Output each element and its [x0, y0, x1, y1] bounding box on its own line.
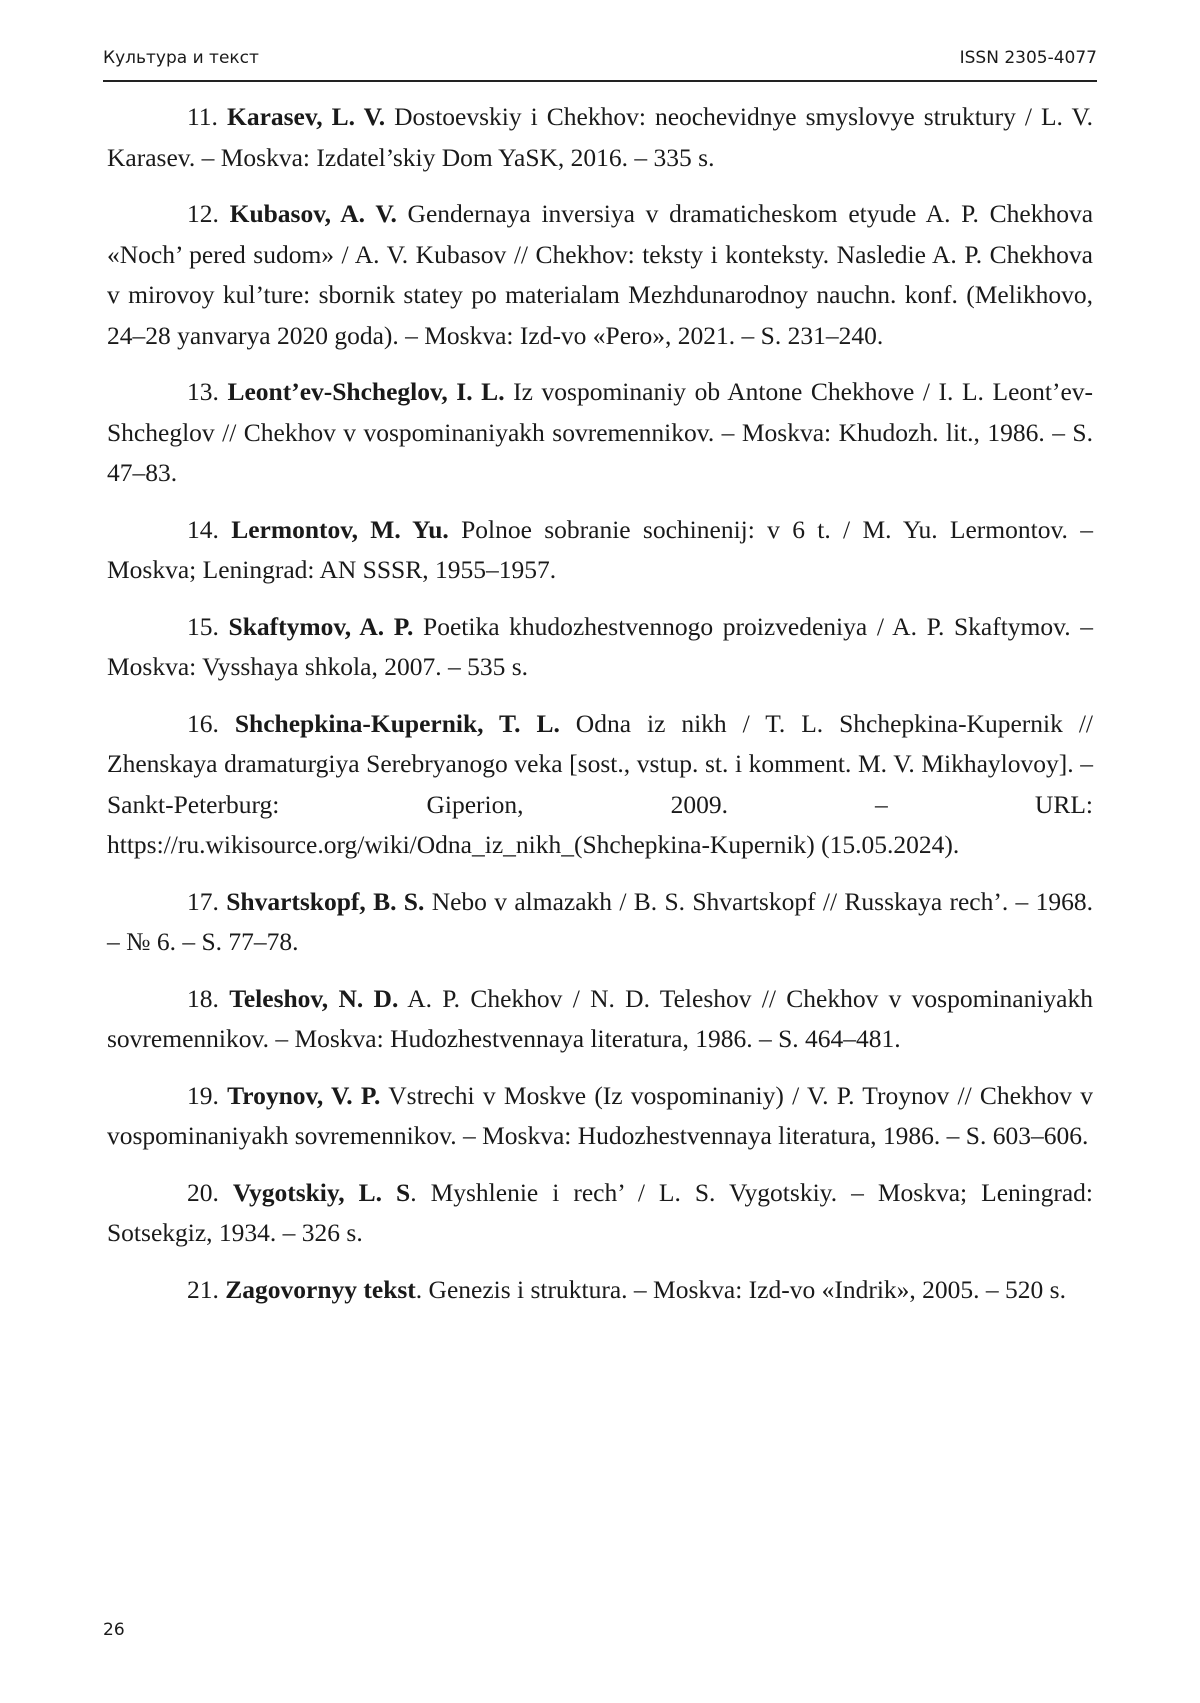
reference-text: A. P. Chekhov / N. D. Teleshov // Chekhov v vospominaniyakh sovremennikov. – Moskva: Hudozhestvennaya literatura, 1986. – S. 464–481. — [107, 983, 1094, 1053]
reference-number: 17. — [187, 886, 219, 916]
reference-item — [107, 607, 1093, 688]
reference-text: . Myshlenie i rech’ / L. S. Vygotskiy. – Moskva; Leningrad: Sotsekgiz, 1934. – 326 s. — [107, 1177, 1094, 1247]
reference-author: Shchepkina-Kupernik, T. L. — [234, 708, 560, 738]
reference-item — [107, 979, 1093, 1060]
reference-text: Gendernaya inversiya v dramaticheskom etyude A. P. Chekhova «Noch’ pered sudom» / A. V. Kubasov // Chekhov: teksty i konteksty. Nasledie A. P. Chekhova v mirovoy kul’ture: sbornik statey po materialam Mezhdunarodnoy nauchn. konf. (Melikhovo, 24–28 yanvarya 2020 goda). – Moskva: Izd-vo «Pero», 2021. – S. 231–240. — [107, 199, 1094, 350]
reference-number: 14. — [187, 514, 219, 544]
reference-item — [107, 1173, 1093, 1254]
reference-author: Troynov, V. P. — [227, 1080, 381, 1110]
reference-number: 20. — [187, 1177, 219, 1207]
reference-item — [107, 704, 1093, 866]
reference-item — [107, 510, 1093, 591]
running-header — [103, 44, 1097, 82]
reference-number: 19. — [187, 1080, 219, 1110]
reference-number: 11. — [187, 102, 218, 131]
reference-author: Skaftymov, A. P. — [228, 611, 414, 641]
reference-text: . Genezis i struktura. – Moskva: Izd-vo «Indrik», 2005. – 520 s. — [415, 1274, 1066, 1304]
reference-author: Leont’ev-Shcheglov, I. L. — [227, 377, 505, 406]
reference-number: 15. — [187, 611, 219, 641]
reference-text: Iz vospominaniy ob Antone Chekhove / I. L. Leont’ev-Shcheglov // Chekhov v vospominaniyakh sovremennikov. – Moskva: Khudozh. lit., 1986. – S. 47–83. — [107, 377, 1094, 487]
reference-item — [107, 194, 1093, 356]
reference-text: Polnoe sobranie sochinenij: v 6 t. / M. Yu. Lermontov. – Moskva; Leningrad: AN SSSR, 1955–1957. — [107, 514, 1094, 584]
reference-number: 21. — [187, 1274, 219, 1304]
reference-author: Teleshov, N. D. — [229, 983, 399, 1013]
issn-label: ISSN 2305-4077 — [959, 48, 1097, 68]
reference-author: Lermontov, M. Yu. — [231, 514, 449, 544]
journal-title: Культура и текст — [103, 48, 259, 68]
reference-author: Kubasov, A. V. — [229, 199, 397, 228]
reference-item — [107, 97, 1093, 178]
reference-author: Zagovornyy tekst — [225, 1274, 416, 1304]
reference-text: Vstrechi v Moskve (Iz vospominaniy) / V. P. Troynov // Chekhov v vospominaniyakh sovremennikov. – Moskva: Hudozhestvennaya literatura, 1986. – S. 603–606. — [107, 1080, 1093, 1150]
reference-item — [107, 1076, 1093, 1157]
reference-text: Poetika khudozhestvennogo proizvedeniya / A. P. Skaftymov. – Moskva: Vysshaya shkola, 2007. – 535 s. — [107, 611, 1093, 681]
reference-number: 18. — [187, 983, 219, 1013]
reference-author: Karasev, L. V. — [226, 102, 386, 131]
reference-item — [107, 372, 1093, 494]
reference-author: Shvartskopf, B. S. — [226, 886, 425, 916]
reference-item — [107, 882, 1093, 963]
page-number: 26 — [103, 1620, 125, 1640]
reference-number: 16. — [187, 708, 219, 738]
reference-number: 12. — [187, 199, 219, 228]
reference-text: Dostoevskiy i Chekhov: neochevidnye smyslovye struktury / L. V. Karasev. – Moskva: Izdatel’skiy Dom YaSK, 2016. – 335 s. — [107, 102, 1094, 172]
reference-text: Nebo v almazakh / B. S. Shvartskopf // Russkaya rech’. – 1968. – № 6. – S. 77–78. — [107, 886, 1093, 956]
reference-text: Odna iz nikh / T. L. Shchepkina-Kupernik // Zhenskaya dramaturgiya Serebryanogo veka [sost., vstup. st. i komment. M. V. Mikhaylovoy]. – Sankt-Peterburg: Giperion, 2009. – URL: https://ru.wikisource.org/wiki/Odna_iz_nikh_(Shchepkina-Kupernik) (15.05.2024). — [107, 708, 1093, 859]
reference-item — [107, 1270, 1093, 1311]
reference-author: Vygotskiy, L. S — [232, 1177, 411, 1207]
reference-number: 13. — [187, 377, 219, 406]
reference-list — [107, 97, 1093, 1326]
